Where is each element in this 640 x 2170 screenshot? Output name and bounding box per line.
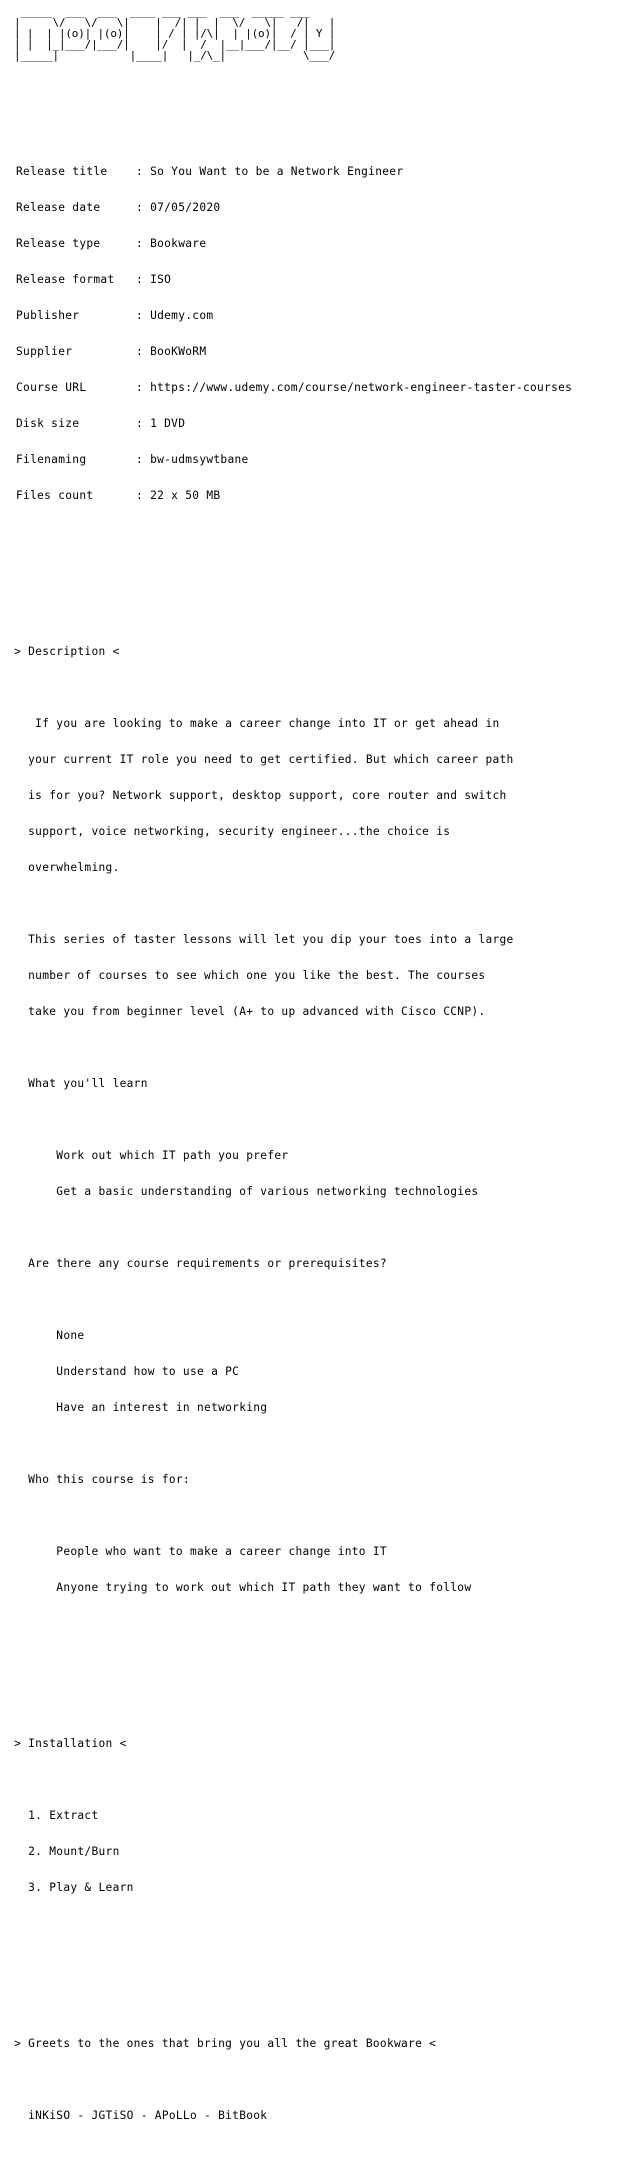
list-item: None bbox=[0, 1329, 85, 1342]
description-section bbox=[0, 622, 636, 1618]
greets-groups: iNKiSO - JGTiSO - APoLLo - BitBook bbox=[0, 2109, 268, 2122]
subheading: Are there any course requirements or prerequisites? bbox=[0, 1257, 387, 1270]
info-row: Release date : 07/05/2020 bbox=[16, 201, 221, 214]
install-step: 1. Extract bbox=[0, 1809, 99, 1822]
paragraph-line: support, voice networking, security engineer...the choice is bbox=[0, 825, 451, 838]
list-item: Understand how to use a PC bbox=[0, 1365, 240, 1378]
list-item: Anyone trying to work out which IT path they want to follow bbox=[0, 1581, 472, 1594]
paragraph-line: If you are looking to make a career change into IT or get ahead in bbox=[0, 717, 500, 730]
info-row: Publisher : Udemy.com bbox=[16, 309, 214, 322]
install-step: 3. Play & Learn bbox=[0, 1881, 134, 1894]
paragraph-line: your current IT role you need to get certified. But which career path bbox=[0, 753, 514, 766]
paragraph-line: overwhelming. bbox=[0, 861, 120, 874]
paragraph-line: number of courses to see which one you like the best. The courses bbox=[0, 969, 486, 982]
greets-section bbox=[0, 2014, 636, 2146]
info-row: Course URL : https://www.udemy.com/course/network-engineer-taster-courses bbox=[16, 381, 573, 394]
list-item: Work out which IT path you prefer bbox=[0, 1149, 289, 1162]
info-row: Disk size : 1 DVD bbox=[16, 417, 186, 430]
info-row: Supplier : BooKWoRM bbox=[16, 345, 207, 358]
info-row: Release title : So You Want to be a Network Engineer bbox=[16, 165, 404, 178]
info-row: Release format : ISO bbox=[16, 273, 172, 286]
list-item: Get a basic understanding of various networking technologies bbox=[0, 1185, 479, 1198]
subheading: What you'll learn bbox=[0, 1077, 148, 1090]
subheading: Who this course is for: bbox=[0, 1473, 190, 1486]
info-row: Filenaming : bw-udmsywtbane bbox=[16, 453, 249, 466]
release-info bbox=[16, 142, 636, 526]
installation-section bbox=[0, 1714, 636, 1918]
paragraph-line: is for you? Network support, desktop support, core router and switch bbox=[0, 789, 507, 802]
section-header: > Installation < bbox=[0, 1737, 127, 1750]
section-header: > Description < bbox=[0, 645, 120, 658]
paragraph-line: take you from beginner level (A+ to up advanced with Cisco CCNP). bbox=[0, 1005, 486, 1018]
section-header: > Greets to the ones that bring you all the great Bookware < bbox=[0, 2037, 437, 2050]
install-step: 2. Mount/Burn bbox=[0, 1845, 120, 1858]
ascii-logo: _____ ___ ___ ____ ___ ___ ___ _____ ___ | \/ \/ \| | /| | | \/ \| /| | | | | |(o)| |(o)| | / | |/\| | |(o)| / | Y | | | |_|___/|___/| |/ | / |__|___/|__/ |___| |_____| |____| |_/\_| \___/ bbox=[14, 5, 336, 62]
info-row: Files count : 22 x 50 MB bbox=[16, 489, 221, 502]
info-row: Release type : Bookware bbox=[16, 237, 207, 250]
list-item: Have an interest in networking bbox=[0, 1401, 268, 1414]
nfo-body bbox=[0, 118, 636, 2170]
list-item: People who want to make a career change into IT bbox=[0, 1545, 387, 1558]
paragraph-line: This series of taster lessons will let you dip your toes into a large bbox=[0, 933, 514, 946]
